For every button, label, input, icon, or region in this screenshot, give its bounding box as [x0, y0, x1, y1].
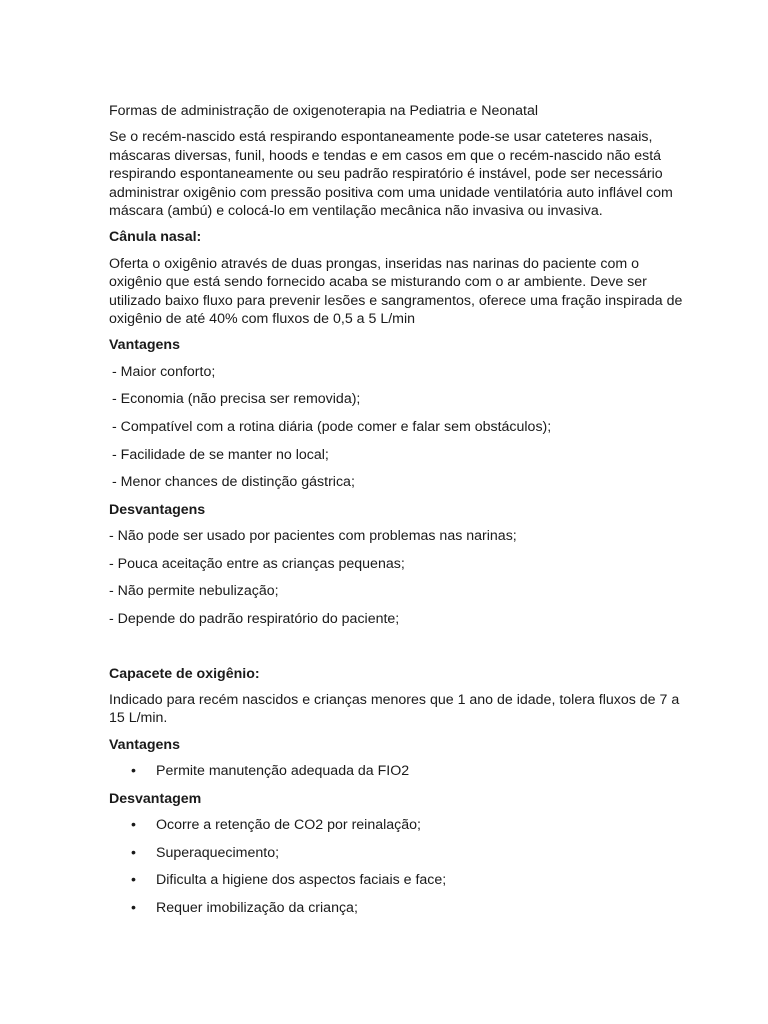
capacete-advantages-list	[109, 762, 694, 780]
capacete-disadvantage-text: Dificulta a higiene dos aspectos faciais e face;	[156, 872, 447, 889]
capacete-disadvantage-text: Ocorre a retenção de CO2 por reinalação;	[156, 817, 421, 834]
canula-description: Oferta o oxigênio através de duas prongas, inseridas nas narinas do paciente com o oxigênio que está sendo fornecido acaba se misturando com o ar ambiente. Deve ser utilizado baixo fluxo para prevenir lesões e sangramentos, oferece uma fração inspirada de oxigênio de até 40% com fluxos de 0,5 a 5 L/min	[109, 255, 683, 328]
canula-disadvantage-item: - Depende do padrão respiratório do paciente;	[109, 611, 400, 628]
canula-advantage-item: - Maior conforto;	[112, 363, 216, 380]
canula-disadvantage-item: - Não permite nebulização;	[109, 583, 279, 600]
capacete-heading: Capacete de oxigênio:	[109, 665, 260, 682]
list-item	[109, 816, 694, 834]
capacete-advantage-text: Permite manutenção adequada da FIO2	[156, 763, 410, 780]
canula-disadvantages-heading: Desvantagens	[109, 501, 206, 518]
bullet-icon: •	[131, 763, 136, 780]
canula-advantage-item: - Menor chances de distinção gástrica;	[112, 474, 355, 491]
capacete-description: Indicado para recém nascidos e crianças menores que 1 ano de idade, tolera fluxos de 7 a 15 L/min.	[109, 692, 680, 727]
capacete-disadvantages-heading: Desvantagem	[109, 790, 202, 807]
document-title: Formas de administração de oxigenoterapia na Pediatria e Neonatal	[109, 103, 539, 119]
canula-advantage-item: - Compatível com a rotina diária (pode comer e falar sem obstáculos);	[112, 419, 552, 436]
canula-advantage-item: - Economia (não precisa ser removida);	[112, 391, 361, 408]
capacete-disadvantage-text: Superaquecimento;	[156, 844, 280, 861]
canula-disadvantage-item: - Pouca aceitação entre as crianças pequenas;	[109, 555, 405, 572]
list-item	[109, 844, 694, 862]
document-page	[109, 102, 694, 927]
canula-disadvantage-item: - Não pode ser usado por pacientes com problemas nas narinas;	[109, 528, 517, 545]
capacete-disadvantages-list	[109, 816, 694, 917]
bullet-icon: •	[131, 817, 136, 834]
capacete-advantages-heading: Vantagens	[109, 736, 180, 753]
capacete-disadvantage-text: Requer imobilização da criança;	[156, 900, 358, 917]
canula-advantages-heading: Vantagens	[109, 337, 180, 354]
list-item	[109, 762, 694, 780]
intro-paragraph: Se o recém-nascido está respirando espontaneamente pode-se usar cateteres nasais, máscaras diversas, funil, hoods e tendas e em casos em que o recém-nascido não está respirando espontaneamente ou seu padrão respiratório é instável, pode ser necessário administrar oxigênio com pressão positiva com uma unidade ventilatória auto inflável com máscara (ambú) e colocá-lo em ventilação mecânica não invasiva ou invasiva.	[109, 129, 673, 220]
section-spacer	[109, 638, 694, 665]
canula-advantage-item: - Facilidade de se manter no local;	[112, 446, 329, 463]
bullet-icon: •	[131, 900, 136, 917]
canula-heading: Cânula nasal:	[109, 229, 202, 246]
list-item	[109, 871, 694, 889]
list-item	[109, 899, 694, 917]
bullet-icon: •	[131, 844, 136, 861]
bullet-icon: •	[131, 872, 136, 889]
